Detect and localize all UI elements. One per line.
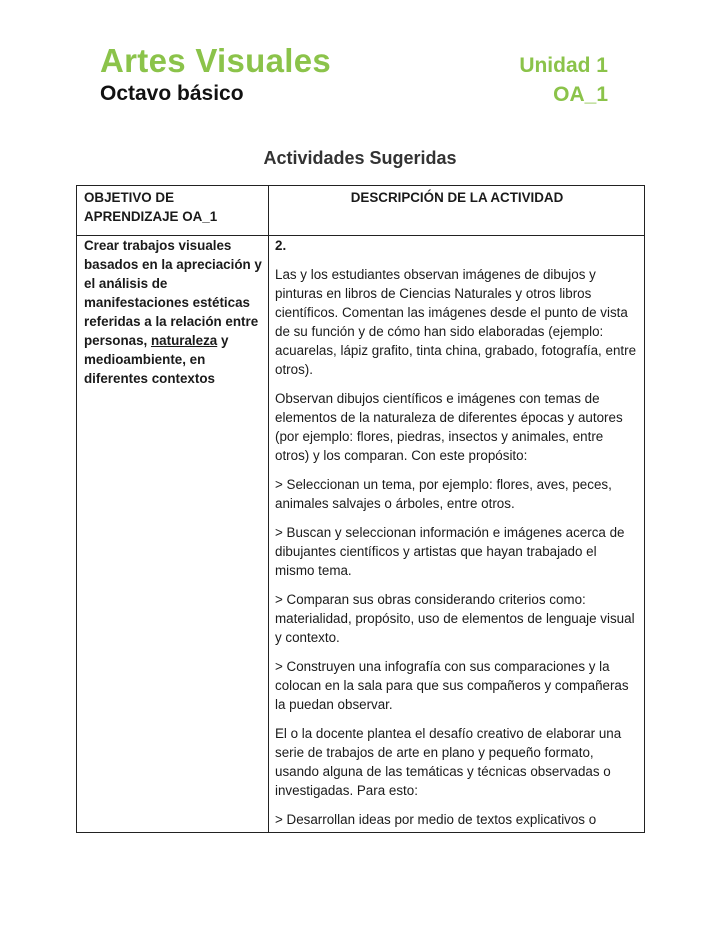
activities-table [76,185,645,833]
description-paragraph: > Desarrollan ideas por medio de textos explicativos o [275,812,597,827]
description-paragraph: > Comparan sus obras considerando criterios como: materialidad, propósito, uso de elementos de lenguaje visual y contexto. [275,592,635,645]
description-cell [269,236,645,833]
objective-text [84,236,262,388]
subject-title: Artes Visuales [100,42,332,79]
objective-code-label: OA_1 [553,83,608,106]
objective-underlined-word: naturaleza [150,333,218,348]
unit-label: Unidad 1 [519,54,608,77]
document-header-right [519,52,608,109]
description-paragraph: Observan dibujos científicos e imágenes con temas de elementos de la naturaleza de diferentes épocas y autores (por ejemplo: flores, piedras, insectos y animales, entre otros) y los comparan. Con este propósito: [275,391,623,463]
table-row [77,236,645,833]
objective-cell [77,236,269,833]
objective-text-part: Crear trabajos visuales basados en la apreciación y el análisis de manifestaciones estéticas referidas a la relación entre personas, [84,238,262,348]
table-header-row [77,186,645,236]
activity-number: 2. [275,238,287,253]
description-paragraph: > Construyen una infografía con sus comparaciones y la colocan en la sala para que sus compañeros y compañeras la puedan observar. [275,659,629,712]
description-column-header: DESCRIPCIÓN DE LA ACTIVIDAD [269,186,645,236]
objective-text-part: y medioambiente, en diferentes contextos [84,333,229,386]
objective-column-header: OBJETIVO DE APRENDIZAJE OA_1 [77,186,269,236]
document-header-left [100,42,331,108]
description-paragraph: El o la docente plantea el desafío creativo de elaborar una serie de trabajos de arte en plano y pequeño formato, usando alguna de las temáticas y técnicas observadas o investigadas. Para esto: [275,726,622,798]
description-paragraph: > Seleccionan un tema, por ejemplo: flores, aves, peces, animales salvajes o árboles, entre otros. [275,477,612,511]
grade-title: Octavo básico [100,82,244,105]
section-heading: Actividades Sugeridas [263,148,457,168]
description-paragraph: Las y los estudiantes observan imágenes de dibujos y pinturas en libros de Ciencias Naturales y otros libros científicos. Comentan las imágenes desde el punto de vista de su función y de cómo han sido elaboradas (ejemplo: acuarelas, lápiz grafito, tinta china, grabado, fotografía, entre otros). [275,267,637,377]
description-paragraph: > Buscan y seleccionan información e imágenes acerca de dibujantes científicos y artistas que hayan trabajado el mismo tema. [275,525,625,578]
